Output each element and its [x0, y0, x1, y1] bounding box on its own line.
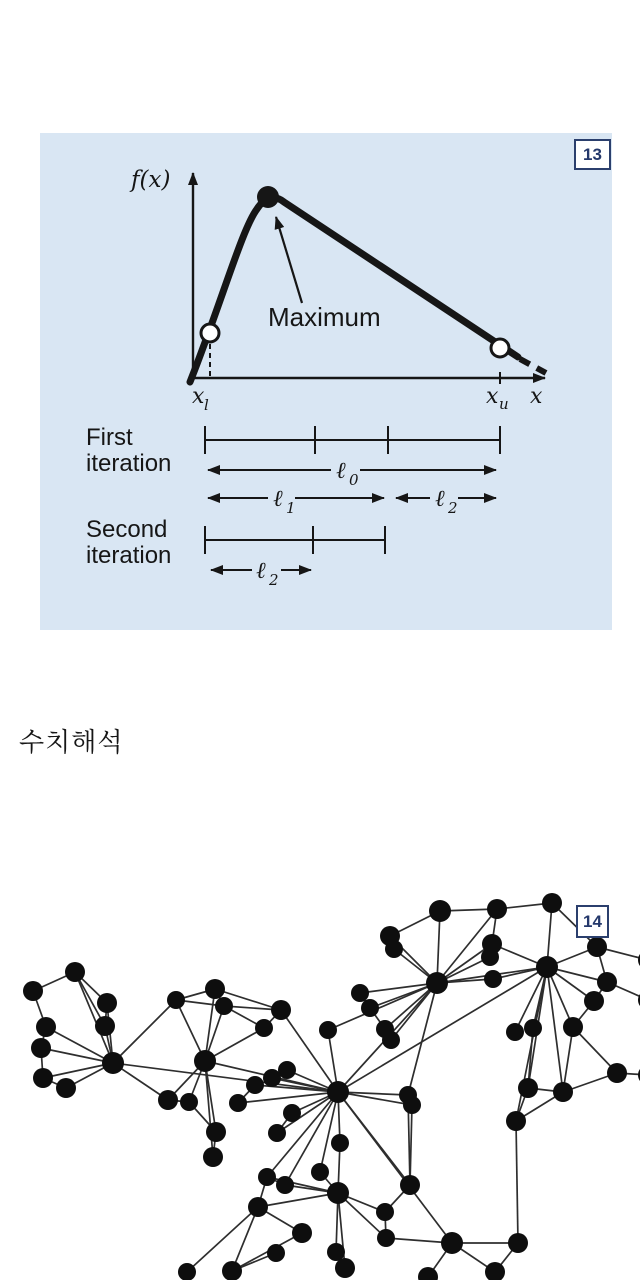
- graph-node: [542, 893, 562, 913]
- graph-node: [553, 1082, 573, 1102]
- graph-node: [351, 984, 369, 1002]
- graph-node: [258, 1168, 276, 1186]
- first-iteration-label-1: First: [86, 424, 133, 451]
- graph-node: [206, 1122, 226, 1142]
- graph-node: [203, 1147, 223, 1167]
- graph-node: [400, 1175, 420, 1195]
- graph-node: [271, 1000, 291, 1020]
- graph-node: [481, 948, 499, 966]
- graph-node: [180, 1093, 198, 1111]
- graph-node: [311, 1163, 329, 1181]
- graph-node: [385, 940, 403, 958]
- graph-node: [418, 1267, 438, 1280]
- ell2a-sub: 2: [448, 499, 458, 517]
- second-iteration-label-1: Second: [86, 516, 168, 543]
- graph-node: [283, 1104, 301, 1122]
- graph-node: [524, 1019, 542, 1037]
- graph-node: [268, 1124, 286, 1142]
- ell2a-label: ℓ: [435, 486, 445, 512]
- graph-node: [331, 1134, 349, 1152]
- graph-node: [376, 1203, 394, 1221]
- graph-node: [33, 1068, 53, 1088]
- graph-node: [263, 1069, 281, 1087]
- graph-node: [536, 956, 558, 978]
- graph-node: [441, 1232, 463, 1254]
- ell2b-sub: 2: [269, 571, 279, 589]
- graph-node: [426, 972, 448, 994]
- curve-dashed-tail: [520, 359, 546, 373]
- graph-node: [167, 991, 185, 1009]
- graph-node: [382, 1031, 400, 1049]
- graph-node: [246, 1076, 264, 1094]
- graph-node: [597, 972, 617, 992]
- ell0-sub: 0: [349, 471, 359, 489]
- graph-node: [584, 991, 604, 1011]
- graph-node: [255, 1019, 273, 1037]
- graph-node: [95, 1016, 115, 1036]
- ell1-label: ℓ: [273, 486, 283, 512]
- graph-node: [102, 1052, 124, 1074]
- graph-node: [97, 993, 117, 1013]
- graph-node: [158, 1090, 178, 1110]
- graph-node: [327, 1243, 345, 1261]
- graph-node: [327, 1182, 349, 1204]
- fx-label: f(x): [131, 167, 171, 193]
- graph-node: [403, 1096, 421, 1114]
- graph-node: [248, 1197, 268, 1217]
- graph-edge: [516, 1121, 518, 1243]
- graph-edge: [338, 1092, 452, 1243]
- graph-node: [319, 1021, 337, 1039]
- ell2b-label: ℓ: [256, 558, 266, 584]
- function-curve: [190, 198, 518, 382]
- upper-bound-point: [491, 339, 509, 357]
- figure13-panel: [40, 133, 612, 630]
- graph-node: [205, 979, 225, 999]
- x-axis-label: x: [530, 384, 543, 409]
- figure13-number-badge: 13: [574, 139, 611, 170]
- graph-node: [361, 999, 379, 1017]
- second-iteration-label-2: iteration: [86, 542, 172, 569]
- figure14-number-badge: 14: [576, 905, 609, 938]
- xl-label: x: [192, 384, 205, 409]
- graph-node: [276, 1176, 294, 1194]
- graph-node: [429, 900, 451, 922]
- graph-node: [335, 1258, 355, 1278]
- xu-sub: u: [499, 395, 509, 413]
- graph-node: [587, 937, 607, 957]
- graph-node: [607, 1063, 627, 1083]
- figure13-diagram: [40, 133, 612, 630]
- graph-node: [377, 1229, 395, 1247]
- graph-node: [487, 899, 507, 919]
- graph-node: [508, 1233, 528, 1253]
- maximum-point: [257, 186, 279, 208]
- ell1-sub: 1: [286, 499, 296, 517]
- graph-edge: [113, 1000, 176, 1063]
- graph-node: [563, 1017, 583, 1037]
- graph-node: [506, 1111, 526, 1131]
- graph-node: [327, 1081, 349, 1103]
- graph-edge: [258, 1193, 338, 1207]
- graph-edge: [232, 1233, 302, 1271]
- caption-text: 수치해석: [19, 728, 124, 758]
- maximum-label: Maximum: [268, 302, 381, 332]
- graph-node: [31, 1038, 51, 1058]
- graph-node: [506, 1023, 524, 1041]
- maximum-arrow: [276, 217, 302, 303]
- graph-node: [215, 997, 233, 1015]
- first-iteration-label-2: iteration: [86, 450, 172, 477]
- graph-node: [485, 1262, 505, 1280]
- graph-node: [65, 962, 85, 982]
- graph-node: [56, 1078, 76, 1098]
- xu-label: x: [486, 384, 499, 409]
- ell0-label: ℓ: [336, 458, 346, 484]
- graph-node: [222, 1261, 242, 1280]
- graph-node: [23, 981, 43, 1001]
- graph-node: [36, 1017, 56, 1037]
- graph-node: [267, 1244, 285, 1262]
- graph-node: [518, 1078, 538, 1098]
- graph-node: [194, 1050, 216, 1072]
- graph-edge: [410, 1105, 412, 1185]
- network-svg: [0, 860, 640, 1280]
- graph-node: [484, 970, 502, 988]
- graph-node: [229, 1094, 247, 1112]
- lower-bound-point: [201, 324, 219, 342]
- graph-node: [292, 1223, 312, 1243]
- xl-sub: l: [204, 396, 209, 414]
- graph-edge: [41, 1048, 113, 1063]
